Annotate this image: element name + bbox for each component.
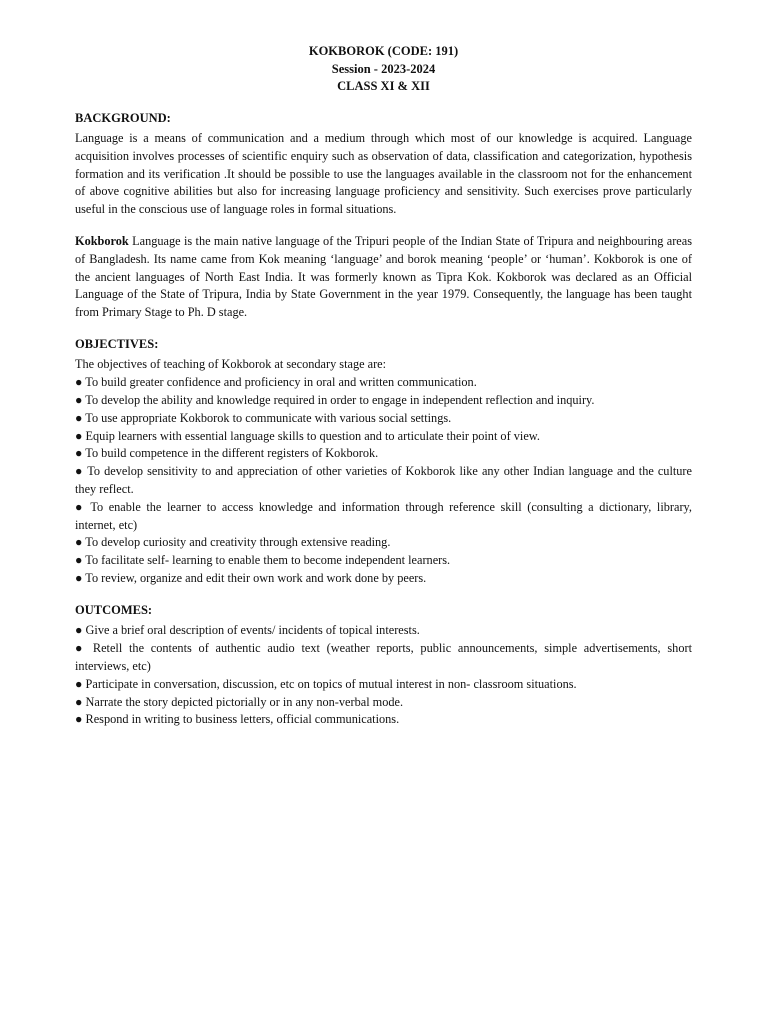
bullet-icon: ●: [75, 535, 83, 550]
bullet-icon: ●: [75, 571, 83, 586]
background-paragraph-1: Language is a means of communication and a medium through which most of our knowledge is acquired. Language acquisition involves processes of scientific enquiry such as observation of data, classification and categorization, hypothesis formation and its verification .It should be possible to use the languages available in the classroom not for the enhancement of above cognitive abilities but also for increasing language proficiency and sensitivity. Such exercises prove particularly useful in the conscious use of language roles in formal situations.: [75, 131, 692, 217]
bullet-icon: ●: [75, 428, 83, 443]
list-item-text: To develop the ability and knowledge required in order to engage in independent reflection and inquiry.: [85, 393, 595, 408]
list-item: [75, 676, 692, 694]
list-item-text: Respond in writing to business letters, official communications.: [85, 712, 400, 727]
objectives-intro: The objectives of teaching of Kokborok at secondary stage are:: [75, 357, 387, 372]
objectives-list: [75, 374, 692, 588]
list-item: [75, 463, 692, 499]
outcomes-list: [75, 622, 692, 729]
list-item-text: Retell the contents of authentic audio text (weather reports, public announcements, simple advertisements, short interviews, etc): [75, 641, 692, 673]
bullet-icon: ●: [75, 641, 87, 656]
bullet-icon: ●: [75, 676, 83, 691]
list-item-text: To build competence in the different registers of Kokborok.: [85, 446, 379, 461]
list-item: [75, 640, 692, 676]
bullet-icon: ●: [75, 393, 83, 408]
list-item: [75, 694, 692, 712]
list-item-text: Give a brief oral description of events/ incidents of topical interests.: [85, 623, 420, 638]
bullet-icon: ●: [75, 464, 84, 479]
list-item-text: To develop curiosity and creativity through extensive reading.: [85, 535, 391, 550]
document-header: [75, 43, 692, 96]
bullet-icon: ●: [75, 712, 83, 727]
session-line: Session - 2023-2024: [331, 61, 436, 76]
list-item: [75, 445, 692, 463]
objectives-heading: OBJECTIVES:: [75, 336, 159, 351]
bullet-icon: ●: [75, 553, 83, 568]
outcomes-section: [75, 602, 692, 729]
list-item-text: To enable the learner to access knowledge and information through reference skill (consulting a dictionary, library, internet, etc): [75, 499, 692, 532]
list-item: [75, 392, 692, 410]
background-paragraph-2: [75, 233, 692, 322]
list-item-text: Equip learners with essential language skills to question and to articulate their point of view.: [85, 428, 540, 443]
list-item-text: To review, organize and edit their own work and work done by peers.: [85, 571, 427, 586]
background-section: [75, 110, 692, 322]
list-item-text: To develop sensitivity to and appreciation of other varieties of Kokborok like any other Indian language and the culture they reflect.: [75, 464, 692, 497]
outcomes-heading: OUTCOMES:: [75, 602, 153, 617]
bullet-icon: ●: [75, 694, 83, 709]
list-item-text: To build greater confidence and proficiency in oral and written communication.: [85, 375, 477, 390]
background-paragraph-2-text: Language is the main native language of the Tripuri people of the Indian State of Tripura and neighbouring areas of Bangladesh. Its name came from Kok meaning ‘language’ and borok meaning ‘people’ or ‘human’. Kokborok is one of the ancient languages of North East India. It was formerly known as Tipra Kok. Kokborok was declared as an Official Language of the State of Tripura, India by State Government in the year 1979. Consequently, the language has been taught from Primary Stage to Ph. D stage.: [75, 233, 692, 320]
list-item: [75, 374, 692, 392]
list-item-text: Narrate the story depicted pictorially or in any non-verbal mode.: [85, 694, 404, 709]
bullet-icon: ●: [75, 410, 83, 425]
bullet-icon: ●: [75, 375, 83, 390]
objectives-section: [75, 336, 692, 588]
list-item: [75, 711, 692, 729]
list-item-text: To use appropriate Kokborok to communicate with various social settings.: [85, 410, 452, 425]
list-item-text: To facilitate self- learning to enable them to become independent learners.: [85, 553, 451, 568]
list-item: [75, 552, 692, 570]
bullet-icon: ●: [75, 499, 85, 514]
bullet-icon: ●: [75, 446, 83, 461]
list-item: [75, 570, 692, 588]
list-item: [75, 428, 692, 446]
bullet-icon: ●: [75, 623, 83, 638]
class-line: CLASS XI & XII: [337, 79, 430, 93]
kokborok-bold-term: Kokborok: [75, 233, 129, 248]
subject-title: KOKBOROK (CODE: 191): [308, 44, 459, 58]
list-item-text: Participate in conversation, discussion, etc on topics of mutual interest in non- classroom situations.: [85, 676, 577, 691]
list-item: [75, 499, 692, 535]
list-item: [75, 410, 692, 428]
background-heading: BACKGROUND:: [75, 110, 171, 125]
list-item: [75, 534, 692, 552]
list-item: [75, 622, 692, 640]
document-page: [75, 43, 692, 729]
